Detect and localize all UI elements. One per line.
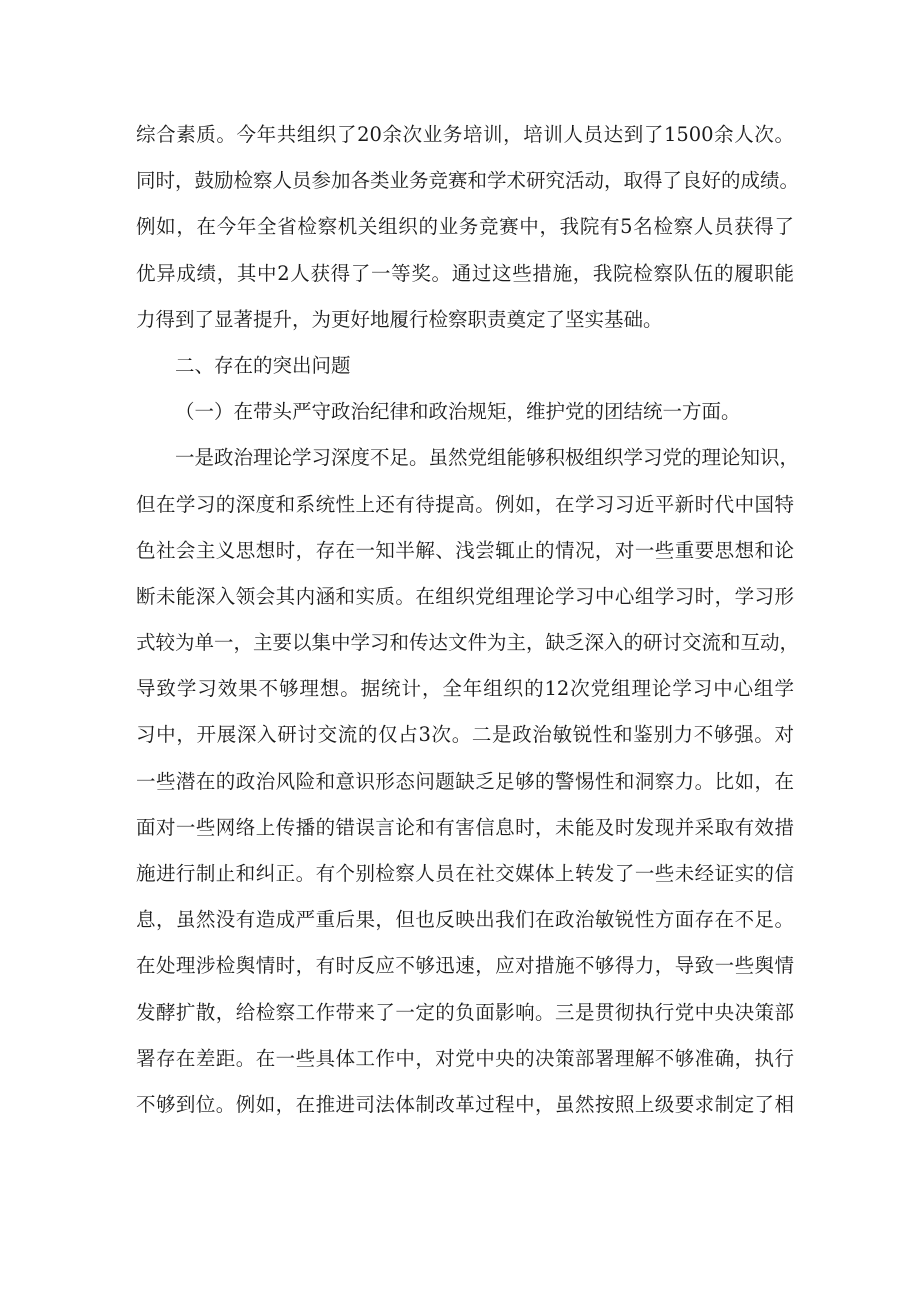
text-line: 力得到了显著提升，为更好地履行检察职责奠定了坚实基础。 [136,307,663,331]
text-line: 发酵扩散，给检察工作带来了一定的负面影响。三是贯彻执行党中央决策部 [136,1000,794,1024]
text-line: 例如，在今年全省检察机关组织的业务竞赛中，我院有5名检察人员获得了 [136,215,794,239]
text-line: 一些潜在的政治风险和意识形态问题缺乏足够的警惕性和洞察力。比如，在 [136,769,794,793]
text-line: 但在学习的深度和系统性上还有待提高。例如，在学习习近平新时代中国特 [136,492,794,516]
text-line: 施进行制止和纠正。有个别检察人员在社交媒体上转发了一些未经证实的信 [136,862,794,885]
text-line: 色社会主义思想时，存在一知半解、浅尝辄止的情况，对一些重要思想和论 [136,538,794,562]
text-line: 二、存在的突出问题 [175,353,351,377]
text-line: 署存在差距。在一些具体工作中，对党中央的决策部署理解不够准确，执行 [136,1046,794,1070]
text-line: 综合素质。今年共组织了20余次业务培训，培训人员达到了1500余人次。 [136,123,794,146]
text-line: 一是政治理论学习深度不足。虽然党组能够积极组织学习党的理论知识， [175,446,800,470]
text-line: 同时，鼓励检察人员参加各类业务竞赛和学术研究活动，取得了良好的成绩。 [136,169,800,193]
text-line: 习中，开展深入研讨交流的仅占3次。二是政治敏锐性和鉴别力不够强。对 [136,723,794,747]
text-line: 在处理涉检舆情时，有时反应不够迅速，应对措施不够得力，导致一些舆情 [136,954,794,978]
text-line: 导致学习效果不够理想。据统计，全年组织的12次党组理论学习中心组学 [136,677,794,701]
text-line: 面对一些网络上传播的错误言论和有害信息时，未能及时发现并采取有效措 [136,815,794,839]
text-line: 式较为单一，主要以集中学习和传达文件为主，缺乏深入的研讨交流和互动， [136,631,800,655]
text-line: 息，虽然没有造成严重后果，但也反映出我们在政治敏锐性方面存在不足。 [136,908,794,932]
document-body [136,112,800,1128]
text-line: 优异成绩，其中2人获得了一等奖。通过这些措施，我院检察队伍的履职能 [136,261,794,285]
text-line: 不够到位。例如，在推进司法体制改革过程中，虽然按照上级要求制定了相 [136,1092,794,1116]
text-line: 断未能深入领会其内涵和实质。在组织党组理论学习中心组学习时，学习形 [136,584,794,608]
text-line: （一）在带头严守政治纪律和政治规矩，维护党的团结统一方面。 [175,400,741,424]
